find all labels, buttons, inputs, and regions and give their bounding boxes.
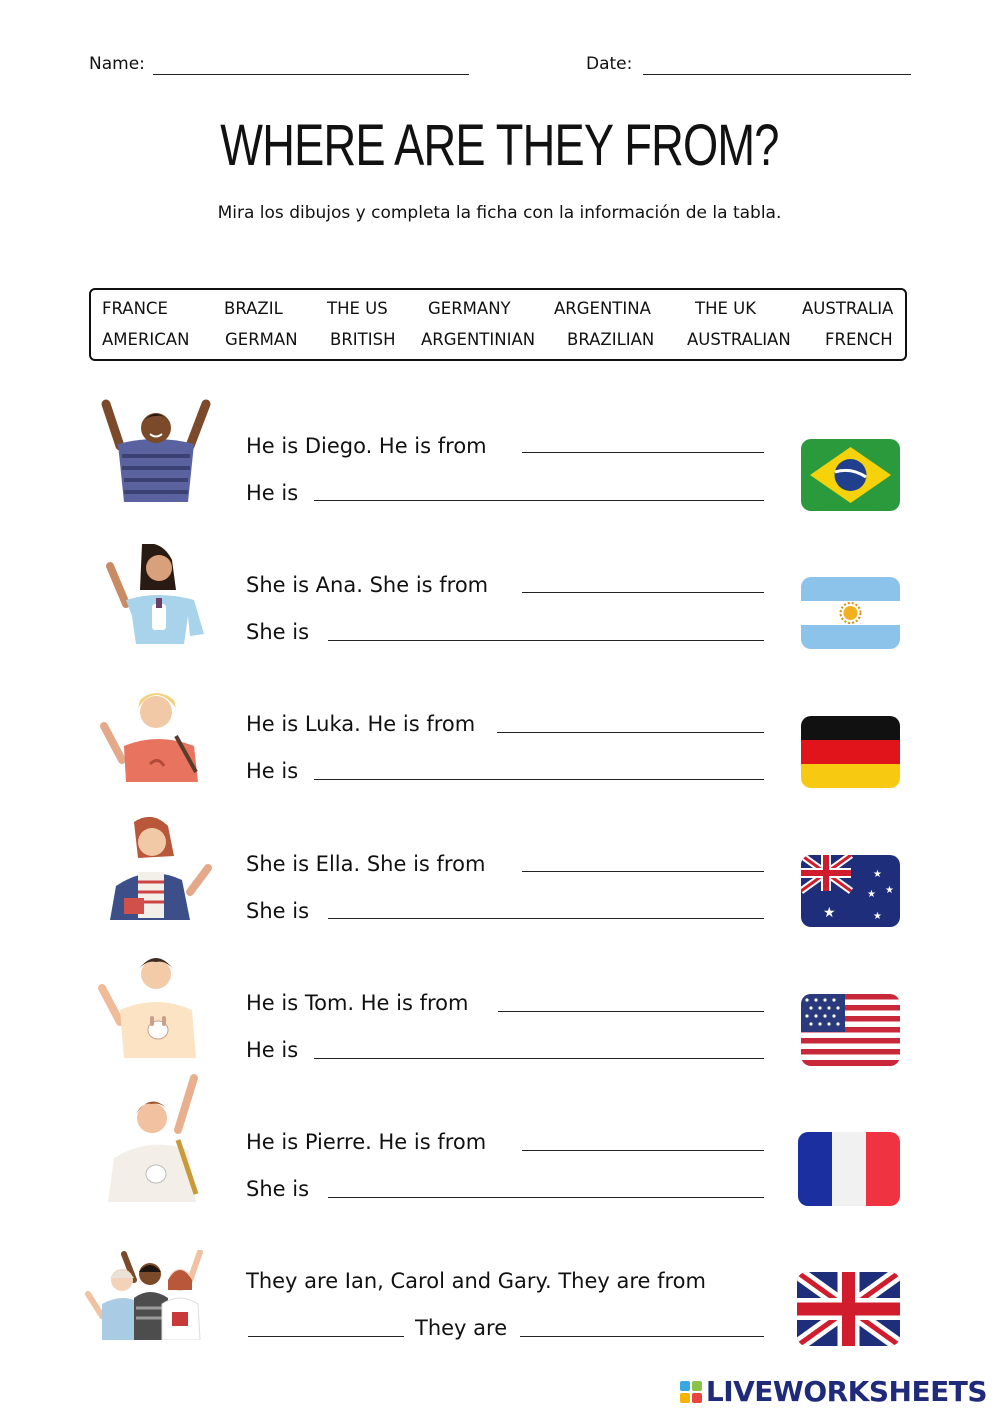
item-3-line-1: He is Luka. He is from xyxy=(246,712,476,736)
date-label: Date: xyxy=(586,54,633,74)
item-4-nationality-field[interactable] xyxy=(328,918,764,919)
item-3-line-2: He is xyxy=(246,759,299,783)
svg-text:★: ★ xyxy=(867,889,876,900)
item-7-line-1: They are Ian, Carol and Gary. They are from xyxy=(246,1269,706,1293)
word-bank-item: THE UK xyxy=(695,299,757,318)
uk-flag-icon xyxy=(797,1272,900,1346)
france-flag-icon xyxy=(798,1132,900,1206)
word-bank-item: BRAZILIAN xyxy=(567,330,655,349)
item-7-nationality-field[interactable] xyxy=(520,1336,764,1337)
boy-waving-icon xyxy=(96,950,204,1060)
liveworksheets-logo xyxy=(680,1375,987,1408)
item-1-nationality-field[interactable] xyxy=(314,500,764,501)
word-bank-item: FRANCE xyxy=(102,299,168,318)
word-bank-item: GERMANY xyxy=(428,299,511,318)
girl-waving-icon xyxy=(102,816,214,920)
item-2-country-field[interactable] xyxy=(522,592,764,593)
word-bank-item: FRENCH xyxy=(825,330,893,349)
word-bank xyxy=(89,288,907,361)
item-4-country-field[interactable] xyxy=(522,871,764,872)
item-1-line-2: He is xyxy=(246,481,299,505)
word-bank-item: GERMAN xyxy=(225,330,298,349)
brazil-flag-icon xyxy=(801,439,900,511)
item-5-line-2: He is xyxy=(246,1038,299,1062)
item-4-line-2: She is xyxy=(246,899,310,923)
item-6-line-1: He is Pierre. He is from xyxy=(246,1130,487,1154)
brand-name: LIVEWORKSHEETS xyxy=(705,1375,987,1408)
word-bank-item: AUSTRALIA xyxy=(802,299,894,318)
item-2-line-1: She is Ana. She is from xyxy=(246,573,489,597)
item-1-country-field[interactable] xyxy=(522,452,764,453)
germany-flag-icon xyxy=(801,716,900,788)
item-5-nationality-field[interactable] xyxy=(314,1058,764,1059)
item-4-line-1: She is Ella. She is from xyxy=(246,852,486,876)
svg-text:★: ★ xyxy=(873,869,882,880)
instructions: Mira los dibujos y completa la ficha con la información de la tabla. xyxy=(217,203,782,223)
item-5-line-1: He is Tom. He is from xyxy=(246,991,469,1015)
word-bank-item: AUSTRALIAN xyxy=(687,330,791,349)
svg-text:★: ★ xyxy=(885,885,894,896)
usa-flag-icon xyxy=(801,994,900,1066)
word-bank-item: ARGENTINIAN xyxy=(421,330,536,349)
boy-waving-icon xyxy=(98,686,202,784)
word-bank-item: BRITISH xyxy=(330,330,396,349)
group-waving-icon xyxy=(84,1250,208,1340)
item-6-country-field[interactable] xyxy=(522,1150,764,1151)
name-field[interactable] xyxy=(153,74,469,75)
name-label: Name: xyxy=(89,54,145,74)
word-bank-item: AMERICAN xyxy=(102,330,190,349)
word-bank-item: ARGENTINA xyxy=(554,299,651,318)
liveworksheets-logo-icon xyxy=(680,1381,702,1403)
girl-waving-icon xyxy=(100,544,212,646)
item-5-country-field[interactable] xyxy=(498,1011,764,1012)
item-2-line-2: She is xyxy=(246,620,310,644)
argentina-flag-icon xyxy=(801,577,900,649)
page-title: WHERE ARE THEY FROM? xyxy=(220,113,779,178)
word-bank-item: BRAZIL xyxy=(224,299,283,318)
item-6-nationality-field[interactable] xyxy=(328,1197,764,1198)
item-1-line-1: He is Diego. He is from xyxy=(246,434,487,458)
svg-text:★: ★ xyxy=(873,911,882,922)
date-field[interactable] xyxy=(643,74,911,75)
item-3-nationality-field[interactable] xyxy=(314,779,764,780)
svg-text:★: ★ xyxy=(823,905,836,921)
boy-waving-icon xyxy=(104,1074,204,1204)
item-7-line-2: They are xyxy=(415,1316,508,1340)
australia-flag-icon xyxy=(801,855,900,927)
item-7-country-field[interactable] xyxy=(248,1336,404,1337)
boy-waving-icon xyxy=(98,394,214,506)
item-2-nationality-field[interactable] xyxy=(328,640,764,641)
item-3-country-field[interactable] xyxy=(497,732,764,733)
item-6-line-2: She is xyxy=(246,1177,310,1201)
word-bank-item: THE US xyxy=(327,299,388,318)
